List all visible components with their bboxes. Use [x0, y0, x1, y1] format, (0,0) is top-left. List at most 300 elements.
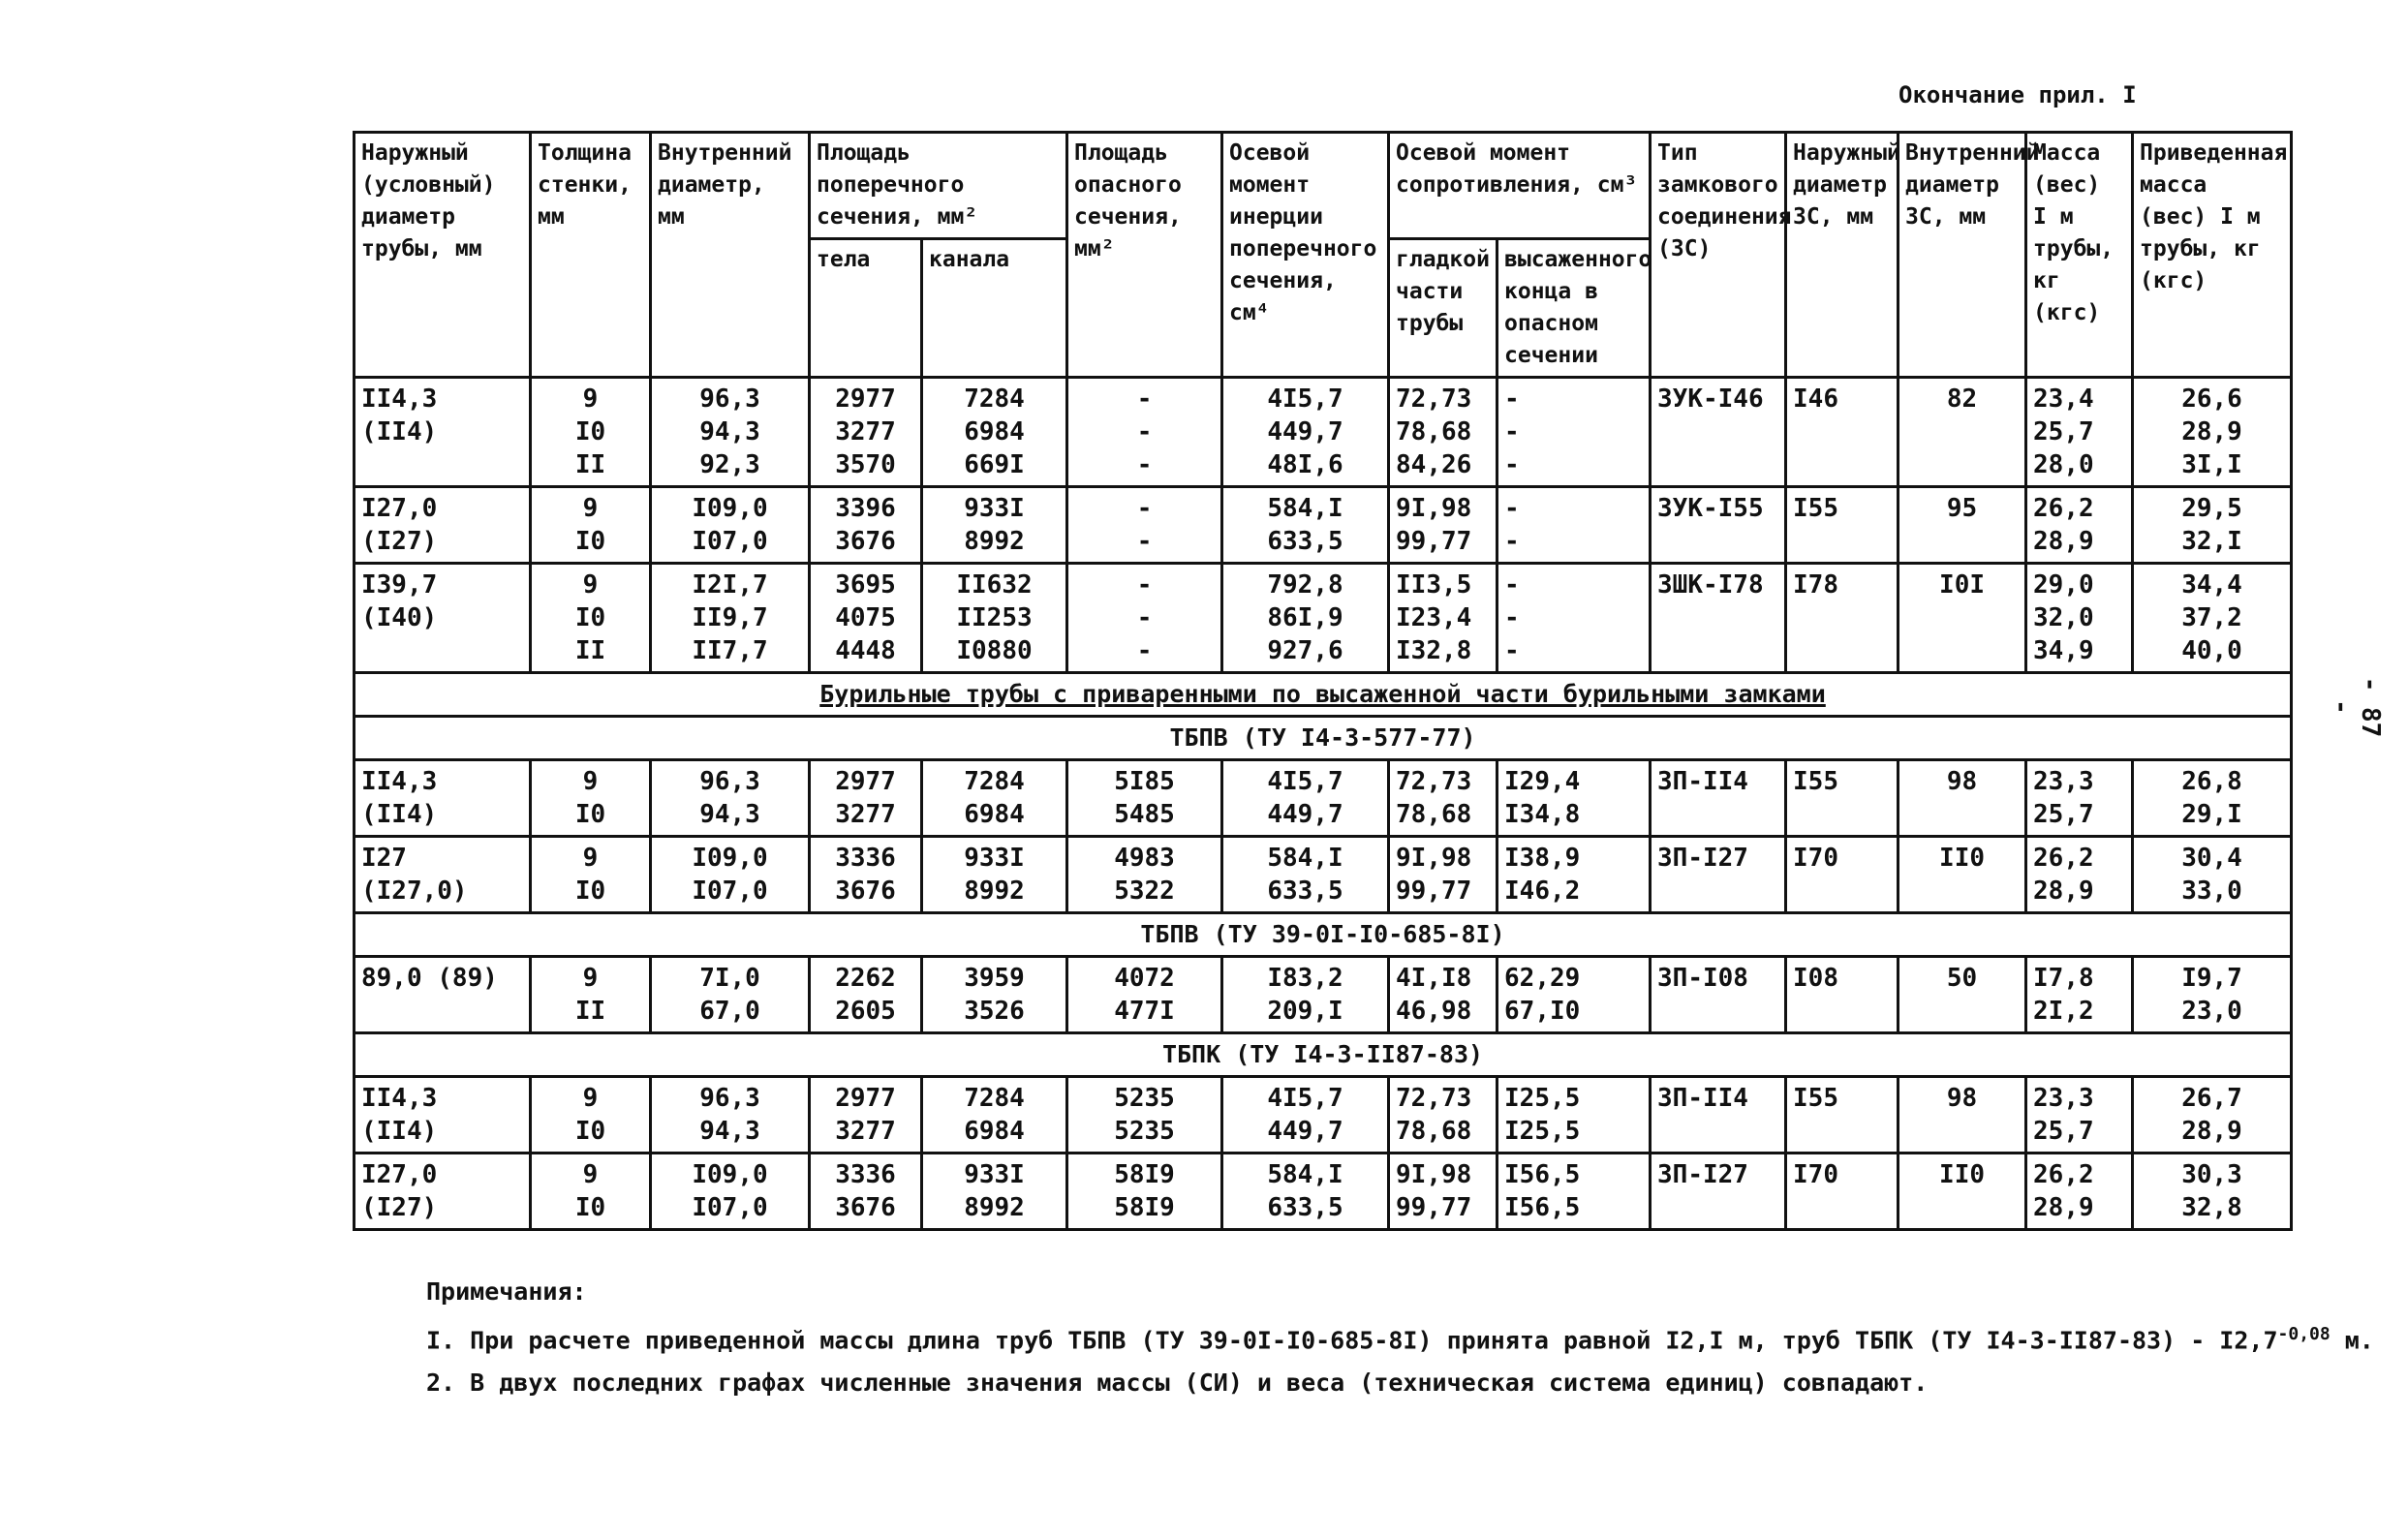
cell-resistance-smooth-value: 78,68	[1396, 417, 1472, 446]
cell-moment-inertia	[1222, 564, 1389, 673]
section-subtitle-row	[355, 913, 2292, 957]
cell-inner-diameter-value: II7,7	[692, 636, 768, 665]
cell-wall-thickness-value: I0	[574, 1193, 606, 1222]
cell-area-body	[810, 760, 922, 837]
cell-inner-diameter-value: I07,0	[692, 1193, 768, 1222]
cell-inner-diameter	[651, 1077, 810, 1154]
cell-resistance-upset-value: I56,5	[1504, 1193, 1581, 1222]
cell-resistance-smooth-value: 4I,I8	[1396, 964, 1472, 993]
cell-resistance-upset-value: I34,8	[1504, 800, 1581, 829]
cell-moment-inertia-value: 86I,9	[1267, 603, 1343, 632]
table-body	[355, 378, 2292, 1230]
cell-mass	[2026, 957, 2133, 1033]
cell-area-channel-value: 933I	[964, 494, 1025, 523]
cell-area-channel-value: 6984	[964, 1117, 1025, 1146]
table-row	[355, 1154, 2292, 1230]
cell-moment-inertia	[1222, 957, 1389, 1033]
cell-resistance-smooth-value: 9I,98	[1396, 1160, 1472, 1189]
cell-inner-diameter-value: I09,0	[692, 494, 768, 523]
cell-reduced-mass-value: 34,4	[2181, 570, 2242, 600]
cell-inner-diameter-value: 94,3	[699, 1117, 760, 1146]
page-title: Окончание прил. I	[1899, 81, 2137, 108]
table-row	[355, 957, 2292, 1033]
cell-dangerous-area	[1067, 1154, 1222, 1230]
cell-inner-diameter	[651, 957, 810, 1033]
cell-inner-diameter	[651, 1154, 810, 1230]
cell-inner-diameter	[651, 378, 810, 487]
cell-outer-diameter: 89,0 (89)	[355, 957, 531, 1033]
cell-dangerous-area-value: 4983	[1114, 844, 1175, 873]
cell-joint-outer-diameter: I55	[1786, 760, 1899, 837]
cell-dangerous-area	[1067, 1077, 1222, 1154]
cell-resistance-smooth-value: 46,98	[1396, 997, 1472, 1026]
cell-resistance-upset	[1497, 760, 1651, 837]
header-wall-thickness: Толщина стенки, мм	[531, 133, 651, 378]
cell-area-body-value: 2977	[835, 767, 896, 796]
cell-area-body-value: 3396	[835, 494, 896, 523]
cell-resistance-upset-value: -	[1504, 636, 1520, 665]
cell-reduced-mass-value: 3I,I	[2181, 450, 2242, 479]
table-row	[355, 564, 2292, 673]
cell-mass-value: 23,4	[2033, 384, 2094, 414]
section-subtitle: ТБПВ (ТУ 39-0I-I0-685-8I)	[1140, 920, 1505, 948]
cell-outer-diameter: I27 (I27,0)	[355, 837, 531, 913]
cell-area-channel-value: II253	[956, 603, 1033, 632]
cell-wall-thickness	[531, 957, 651, 1033]
cell-wall-thickness	[531, 378, 651, 487]
cell-area-channel	[922, 837, 1067, 913]
cell-reduced-mass-value: 26,6	[2181, 384, 2242, 414]
cell-mass-value: 26,2	[2033, 844, 2094, 873]
cell-joint-type: ЗП-II4	[1651, 1077, 1786, 1154]
cell-dangerous-area	[1067, 378, 1222, 487]
cell-mass-value: 25,7	[2033, 1117, 2094, 1146]
cell-resistance-upset	[1497, 1077, 1651, 1154]
cell-inner-diameter-value: 7I,0	[699, 964, 760, 993]
cell-area-channel-value: 6984	[964, 417, 1025, 446]
cell-joint-type: ЗП-I27	[1651, 1154, 1786, 1230]
pipe-specs-table	[353, 131, 2293, 1231]
cell-dangerous-area	[1067, 760, 1222, 837]
cell-area-body-value: 3336	[835, 1160, 896, 1189]
cell-area-channel	[922, 1154, 1067, 1230]
note-item: 2. В двух последних графах численные значения массы (СИ) и веса (техническая система единиц) совпадают.	[426, 1369, 1929, 1398]
cell-area-channel-value: 8992	[964, 527, 1025, 556]
cell-resistance-upset-value: -	[1504, 384, 1520, 414]
cell-wall-thickness-value: I0	[574, 417, 606, 446]
cell-area-body-value: 3277	[835, 417, 896, 446]
table-row	[355, 760, 2292, 837]
cell-wall-thickness	[531, 564, 651, 673]
cell-wall-thickness-value: 9	[582, 570, 599, 600]
cell-inner-diameter-value: II9,7	[692, 603, 768, 632]
cell-area-body-value: 2605	[835, 997, 896, 1026]
cell-resistance-smooth	[1389, 564, 1497, 673]
section-heading-row	[355, 673, 2292, 717]
cell-resistance-smooth-value: 84,26	[1396, 450, 1472, 479]
cell-reduced-mass-value: 30,3	[2181, 1160, 2242, 1189]
cell-mass-value: 28,9	[2033, 527, 2094, 556]
cell-reduced-mass-value: 28,9	[2181, 1117, 2242, 1146]
cell-area-body	[810, 378, 922, 487]
cell-joint-type: ЗШК-I78	[1651, 564, 1786, 673]
cell-reduced-mass	[2133, 760, 2292, 837]
cell-moment-inertia	[1222, 837, 1389, 913]
cell-mass-value: 23,3	[2033, 1084, 2094, 1113]
cell-area-channel-value: I0880	[956, 636, 1033, 665]
cell-resistance-upset	[1497, 957, 1651, 1033]
header-outer-diameter: Наружный (условный) диаметр трубы, мм	[355, 133, 531, 378]
cell-mass	[2026, 1077, 2133, 1154]
cell-resistance-upset-value: -	[1504, 603, 1520, 632]
cell-reduced-mass-value: 32,I	[2181, 527, 2242, 556]
cell-resistance-smooth-value: 99,77	[1396, 1193, 1472, 1222]
cell-joint-inner-diameter: II0	[1899, 837, 2026, 913]
cell-dangerous-area-value: -	[1136, 603, 1153, 632]
cell-mass-value: 28,0	[2033, 450, 2094, 479]
cell-wall-thickness-value: II	[574, 450, 606, 479]
cell-area-channel-value: 669I	[964, 450, 1025, 479]
cell-resistance-smooth	[1389, 1077, 1497, 1154]
cell-moment-inertia	[1222, 1077, 1389, 1154]
cell-dangerous-area-value: 58I9	[1114, 1193, 1175, 1222]
cell-resistance-upset-value: 62,29	[1504, 964, 1581, 993]
section-subtitle: ТБПВ (ТУ I4-3-577-77)	[1169, 723, 1476, 752]
cell-joint-inner-diameter: 82	[1899, 378, 2026, 487]
cell-reduced-mass-value: 26,8	[2181, 767, 2242, 796]
cell-resistance-smooth-value: II3,5	[1396, 570, 1472, 600]
cell-area-channel	[922, 487, 1067, 564]
cell-reduced-mass	[2133, 487, 2292, 564]
cell-wall-thickness	[531, 837, 651, 913]
cell-joint-outer-diameter: I55	[1786, 1077, 1899, 1154]
cell-inner-diameter-value: I07,0	[692, 877, 768, 906]
cell-joint-type: ЗУК-I55	[1651, 487, 1786, 564]
cell-resistance-upset-value: -	[1504, 570, 1520, 600]
cell-mass-value: 28,9	[2033, 1193, 2094, 1222]
cell-joint-inner-diameter: I0I	[1899, 564, 2026, 673]
cell-moment-inertia-value: 927,6	[1267, 636, 1343, 665]
cell-resistance-smooth-value: 72,73	[1396, 767, 1472, 796]
cell-mass-value: 26,2	[2033, 1160, 2094, 1189]
cell-outer-diameter: II4,3 (II4)	[355, 378, 531, 487]
cell-reduced-mass-value: 29,I	[2181, 800, 2242, 829]
cell-mass	[2026, 378, 2133, 487]
cell-wall-thickness	[531, 487, 651, 564]
cell-area-body-value: 4075	[835, 603, 896, 632]
cell-inner-diameter-value: I2I,7	[692, 570, 768, 600]
cell-area-channel-value: II632	[956, 570, 1033, 600]
cell-reduced-mass	[2133, 564, 2292, 673]
cell-area-body-value: 3676	[835, 877, 896, 906]
table-row	[355, 378, 2292, 487]
cell-mass	[2026, 837, 2133, 913]
cell-resistance-upset-value: -	[1504, 527, 1520, 556]
cell-resistance-smooth	[1389, 378, 1497, 487]
cell-moment-inertia	[1222, 487, 1389, 564]
section-title: Бурильные трубы с приваренными по высаженной части бурильными замками	[819, 680, 1826, 708]
cell-area-channel	[922, 760, 1067, 837]
cell-wall-thickness-value: I0	[574, 1117, 606, 1146]
cell-wall-thickness	[531, 760, 651, 837]
cell-resistance-smooth-value: 72,73	[1396, 1084, 1472, 1113]
header-joint-outer-diameter: Наружный диаметр ЗС, мм	[1786, 133, 1899, 378]
cell-moment-inertia-value: 584,I	[1267, 494, 1343, 523]
cell-resistance-upset-value: I25,5	[1504, 1117, 1581, 1146]
cell-outer-diameter: I39,7 (I40)	[355, 564, 531, 673]
cell-reduced-mass-value: 32,8	[2181, 1193, 2242, 1222]
cell-inner-diameter	[651, 837, 810, 913]
cell-joint-outer-diameter: I46	[1786, 378, 1899, 487]
cell-resistance-upset-value: 67,I0	[1504, 997, 1581, 1026]
cell-area-channel-value: 6984	[964, 800, 1025, 829]
cell-area-body	[810, 564, 922, 673]
note-item: I. При расчете приведенной массы длина труб ТБПВ (ТУ 39-0I-I0-685-8I) принята равной I2,I м, труб ТБПК (ТУ $I4-3-II87-83) - I2,7^{-0,08}$ м.	[426, 1324, 2374, 1355]
cell-outer-diameter: II4,3 (II4)	[355, 1077, 531, 1154]
cell-resistance-upset-value: I46,2	[1504, 877, 1581, 906]
cell-wall-thickness-value: 9	[582, 844, 599, 873]
cell-joint-type: ЗП-I27	[1651, 837, 1786, 913]
notes	[426, 1271, 2374, 1404]
cell-resistance-upset	[1497, 564, 1651, 673]
cell-mass-value: 29,0	[2033, 570, 2094, 600]
header-area-body: тела	[810, 239, 922, 378]
cell-area-body	[810, 1154, 922, 1230]
tolerance: -0,08	[2277, 1324, 2331, 1344]
cell-resistance-smooth-value: 72,73	[1396, 384, 1472, 414]
cell-mass	[2026, 760, 2133, 837]
cell-dangerous-area-value: -	[1136, 384, 1153, 414]
cell-moment-inertia-value: 792,8	[1267, 570, 1343, 600]
cell-reduced-mass-value: 33,0	[2181, 877, 2242, 906]
cell-inner-diameter	[651, 564, 810, 673]
cell-area-channel-value: 8992	[964, 877, 1025, 906]
cell-area-body-value: 2977	[835, 384, 896, 414]
cell-dangerous-area-value: -	[1136, 494, 1153, 523]
cell-mass-value: 2I,2	[2033, 997, 2094, 1026]
cell-area-channel-value: 7284	[964, 767, 1025, 796]
header-axial-moment-resistance: Осевой момент сопротивления, см³	[1389, 133, 1651, 239]
cell-area-body-value: 3336	[835, 844, 896, 873]
page-number: - 87 -	[2327, 676, 2385, 738]
cell-joint-outer-diameter: I70	[1786, 1154, 1899, 1230]
header-joint-type: Тип замкового соединения (ЗС)	[1651, 133, 1786, 378]
cell-resistance-upset	[1497, 837, 1651, 913]
cell-dangerous-area-value: 5I85	[1114, 767, 1175, 796]
cell-area-channel	[922, 1077, 1067, 1154]
cell-mass-value: 34,9	[2033, 636, 2094, 665]
cell-resistance-smooth-value: 9I,98	[1396, 844, 1472, 873]
table-row	[355, 1077, 2292, 1154]
cell-resistance-upset-value: -	[1504, 450, 1520, 479]
cell-moment-inertia-value: 209,I	[1267, 997, 1343, 1026]
cell-reduced-mass	[2133, 837, 2292, 913]
cell-joint-inner-diameter: 50	[1899, 957, 2026, 1033]
cell-area-channel-value: 3959	[964, 964, 1025, 993]
cell-wall-thickness	[531, 1154, 651, 1230]
cell-resistance-upset-value: -	[1504, 417, 1520, 446]
cell-wall-thickness-value: II	[574, 997, 606, 1026]
cell-mass-value: 32,0	[2033, 603, 2094, 632]
cell-resistance-smooth-value: I23,4	[1396, 603, 1472, 632]
header-dangerous-section-area: Площадь опасного сечения, мм²	[1067, 133, 1222, 378]
cell-dangerous-area	[1067, 837, 1222, 913]
cell-reduced-mass-value: I9,7	[2181, 964, 2242, 993]
cell-reduced-mass-value: 28,9	[2181, 417, 2242, 446]
section-subtitle: ТБПК (ТУ I4-3-II87-83)	[1161, 1040, 1484, 1068]
cell-outer-diameter: II4,3 (II4)	[355, 760, 531, 837]
cell-mass	[2026, 1154, 2133, 1230]
cell-wall-thickness-value: 9	[582, 1160, 599, 1189]
cell-area-body-value: 3676	[835, 527, 896, 556]
cell-inner-diameter	[651, 487, 810, 564]
cell-joint-inner-diameter: 95	[1899, 487, 2026, 564]
cell-area-body-value: 4448	[835, 636, 896, 665]
cell-area-body	[810, 487, 922, 564]
cell-inner-diameter-value: 96,3	[699, 767, 760, 796]
cell-resistance-smooth-value: 99,77	[1396, 527, 1472, 556]
cell-joint-outer-diameter: I08	[1786, 957, 1899, 1033]
header-area-channel: канала	[922, 239, 1067, 378]
cell-wall-thickness-value: I0	[574, 800, 606, 829]
cell-inner-diameter-value: 94,3	[699, 417, 760, 446]
cell-mass	[2026, 487, 2133, 564]
cell-wall-thickness-value: II	[574, 636, 606, 665]
cell-wall-thickness-value: 9	[582, 1084, 599, 1113]
cell-inner-diameter-value: 92,3	[699, 450, 760, 479]
cell-moment-inertia-value: 584,I	[1267, 1160, 1343, 1189]
cell-mass-value: I7,8	[2033, 964, 2094, 993]
cell-dangerous-area	[1067, 487, 1222, 564]
cell-resistance-smooth	[1389, 837, 1497, 913]
cell-area-channel	[922, 957, 1067, 1033]
cell-area-body-value: 3277	[835, 1117, 896, 1146]
header-reduced-mass: Приведенная масса (вес) I м трубы, кг (кгс)	[2133, 133, 2292, 378]
cell-mass	[2026, 564, 2133, 673]
cell-wall-thickness-value: 9	[582, 767, 599, 796]
cell-area-body	[810, 837, 922, 913]
cell-joint-inner-diameter: 98	[1899, 760, 2026, 837]
cell-resistance-smooth-value: 99,77	[1396, 877, 1472, 906]
cell-area-channel	[922, 378, 1067, 487]
cell-dangerous-area-value: 477I	[1114, 997, 1175, 1026]
cell-resistance-smooth	[1389, 1154, 1497, 1230]
cell-wall-thickness-value: 9	[582, 964, 599, 993]
cell-resistance-smooth	[1389, 760, 1497, 837]
cell-resistance-upset-value: I56,5	[1504, 1160, 1581, 1189]
cell-resistance-smooth	[1389, 957, 1497, 1033]
cell-mass-value: 25,7	[2033, 800, 2094, 829]
cell-dangerous-area-value: -	[1136, 417, 1153, 446]
cell-inner-diameter-value: I07,0	[692, 527, 768, 556]
header-joint-inner-diameter: Внутренний диаметр ЗС, мм	[1899, 133, 2026, 378]
cell-joint-outer-diameter: I55	[1786, 487, 1899, 564]
cell-area-body-value: 3277	[835, 800, 896, 829]
cell-reduced-mass	[2133, 1154, 2292, 1230]
cell-wall-thickness-value: I0	[574, 603, 606, 632]
cell-moment-inertia-value: 4I5,7	[1267, 384, 1343, 414]
cell-area-channel-value: 7284	[964, 1084, 1025, 1113]
cell-dangerous-area	[1067, 957, 1222, 1033]
cell-resistance-smooth	[1389, 487, 1497, 564]
cell-moment-inertia-value: 584,I	[1267, 844, 1343, 873]
cell-wall-thickness	[531, 1077, 651, 1154]
cell-dangerous-area-value: 4072	[1114, 964, 1175, 993]
cell-mass-value: 28,9	[2033, 877, 2094, 906]
cell-reduced-mass-value: 29,5	[2181, 494, 2242, 523]
cell-dangerous-area-value: -	[1136, 527, 1153, 556]
table-row	[355, 487, 2292, 564]
cell-moment-inertia-value: 633,5	[1267, 527, 1343, 556]
section-subtitle-row	[355, 1033, 2292, 1077]
cell-moment-inertia	[1222, 378, 1389, 487]
cell-area-body	[810, 1077, 922, 1154]
cell-inner-diameter-value: 96,3	[699, 1084, 760, 1113]
cell-moment-inertia	[1222, 1154, 1389, 1230]
header-resistance-upset: высаженного конца в опасном сечении	[1497, 239, 1651, 378]
cell-outer-diameter: I27,0 (I27)	[355, 487, 531, 564]
cell-wall-thickness-value: 9	[582, 494, 599, 523]
cell-resistance-smooth-value: 78,68	[1396, 800, 1472, 829]
cell-joint-outer-diameter: I78	[1786, 564, 1899, 673]
cell-outer-diameter: I27,0 (I27)	[355, 1154, 531, 1230]
cell-dangerous-area	[1067, 564, 1222, 673]
cell-reduced-mass-value: 37,2	[2181, 603, 2242, 632]
cell-wall-thickness-value: I0	[574, 877, 606, 906]
cell-area-channel-value: 933I	[964, 1160, 1025, 1189]
cell-moment-inertia-value: 633,5	[1267, 1193, 1343, 1222]
cell-mass-value: 26,2	[2033, 494, 2094, 523]
cell-reduced-mass	[2133, 1077, 2292, 1154]
cell-area-body-value: 2262	[835, 964, 896, 993]
cell-area-body-value: 3570	[835, 450, 896, 479]
cell-moment-inertia-value: 4I5,7	[1267, 1084, 1343, 1113]
cell-resistance-smooth-value: 78,68	[1396, 1117, 1472, 1146]
table-row	[355, 837, 2292, 913]
header-cross-section-area: Площадь поперечного сечения, мм²	[810, 133, 1067, 239]
cell-area-body	[810, 957, 922, 1033]
cell-dangerous-area-value: 5235	[1114, 1117, 1175, 1146]
cell-resistance-upset-value: I38,9	[1504, 844, 1581, 873]
cell-inner-diameter-value: 94,3	[699, 800, 760, 829]
cell-moment-inertia-value: 4I5,7	[1267, 767, 1343, 796]
cell-area-channel-value: 3526	[964, 997, 1025, 1026]
cell-area-channel-value: 933I	[964, 844, 1025, 873]
cell-resistance-smooth-value: 9I,98	[1396, 494, 1472, 523]
cell-resistance-upset	[1497, 487, 1651, 564]
cell-area-channel-value: 8992	[964, 1193, 1025, 1222]
cell-moment-inertia-value: 449,7	[1267, 800, 1343, 829]
cell-inner-diameter	[651, 760, 810, 837]
cell-area-body-value: 3695	[835, 570, 896, 600]
header-resistance-smooth: гладкой части трубы	[1389, 239, 1497, 378]
cell-dangerous-area-value: 58I9	[1114, 1160, 1175, 1189]
cell-inner-diameter-value: I09,0	[692, 1160, 768, 1189]
cell-reduced-mass-value: 40,0	[2181, 636, 2242, 665]
cell-resistance-upset	[1497, 378, 1651, 487]
cell-reduced-mass	[2133, 957, 2292, 1033]
cell-joint-inner-diameter: II0	[1899, 1154, 2026, 1230]
cell-inner-diameter-value: I09,0	[692, 844, 768, 873]
cell-reduced-mass	[2133, 378, 2292, 487]
header-mass-per-meter: Масса (вес) I м трубы, кг (кгс)	[2026, 133, 2133, 378]
cell-joint-outer-diameter: I70	[1786, 837, 1899, 913]
cell-inner-diameter-value: 96,3	[699, 384, 760, 414]
header-axial-moment-inertia: Осевой момент инерции поперечного сечения, см⁴	[1222, 133, 1389, 378]
cell-joint-type: ЗП-II4	[1651, 760, 1786, 837]
header-inner-diameter: Внутренний диаметр, мм	[651, 133, 810, 378]
cell-inner-diameter-value: 67,0	[699, 997, 760, 1026]
